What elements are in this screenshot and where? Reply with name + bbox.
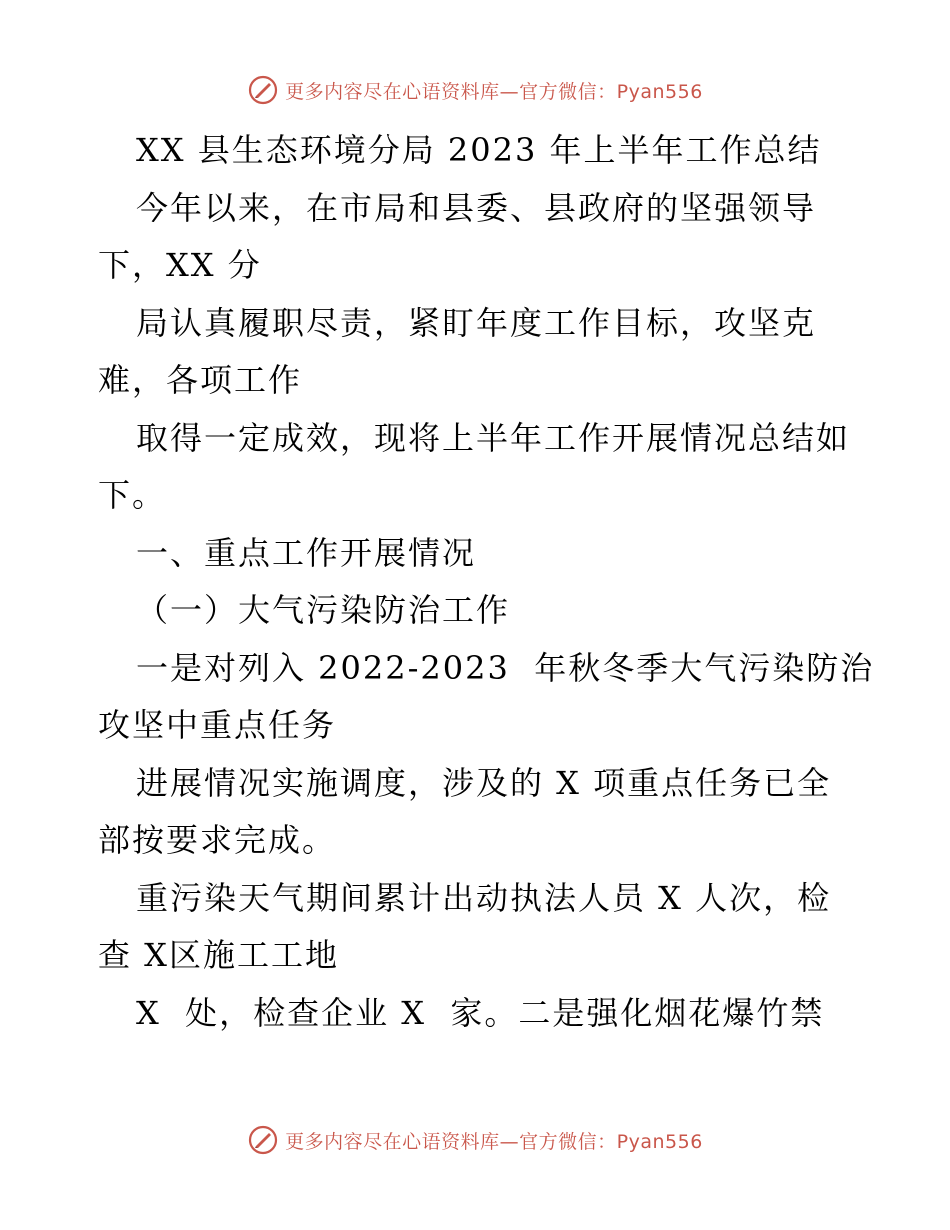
quill-logo-icon [247,1124,279,1156]
paragraph-line: 取得一定成效，现将上半年工作开展情况总结如 [136,418,851,457]
paragraph-line: 下，XX 分 [98,246,262,284]
watermark-header [0,70,950,110]
paragraph-line: 进展情况实施调度，涉及的 X 项重点任务已全 [136,763,832,802]
section-heading: 一、重点工作开展情况 [136,533,477,572]
quill-logo-icon [247,74,279,106]
paragraph-line: 一是对列入 2022-2023 年秋冬季大气污染防治 [136,648,875,687]
paragraph-line: 下。 [98,476,167,514]
watermark-footer [0,1120,950,1160]
watermark-text: 更多内容尽在心语资料库—官方微信：Pyan556 [285,1130,703,1153]
document-title: XX 县生态环境分局 2023 年上半年工作总结 [136,131,822,169]
paragraph-line: 难，各项工作 [98,361,303,399]
paragraph-line: 重污染天气期间累计出动执法人员 X 人次，检 [136,878,832,917]
paragraph-line: 查 X区施工工地 [98,936,339,974]
paragraph-line: 局认真履职尽责，紧盯年度工作目标，攻坚克 [136,303,817,342]
watermark-text: 更多内容尽在心语资料库—官方微信：Pyan556 [285,80,703,103]
paragraph-line: 今年以来，在市局和县委、县政府的坚强领导 [136,188,817,227]
document-body [98,122,875,1042]
paragraph-line: 攻坚中重点任务 [98,706,337,744]
subsection-heading: （一）大气污染防治工作 [136,591,511,629]
paragraph-line: 部按要求完成。 [98,821,337,859]
paragraph-line: X 处，检查企业 X 家。二是强化烟花爆竹禁 [136,993,825,1032]
